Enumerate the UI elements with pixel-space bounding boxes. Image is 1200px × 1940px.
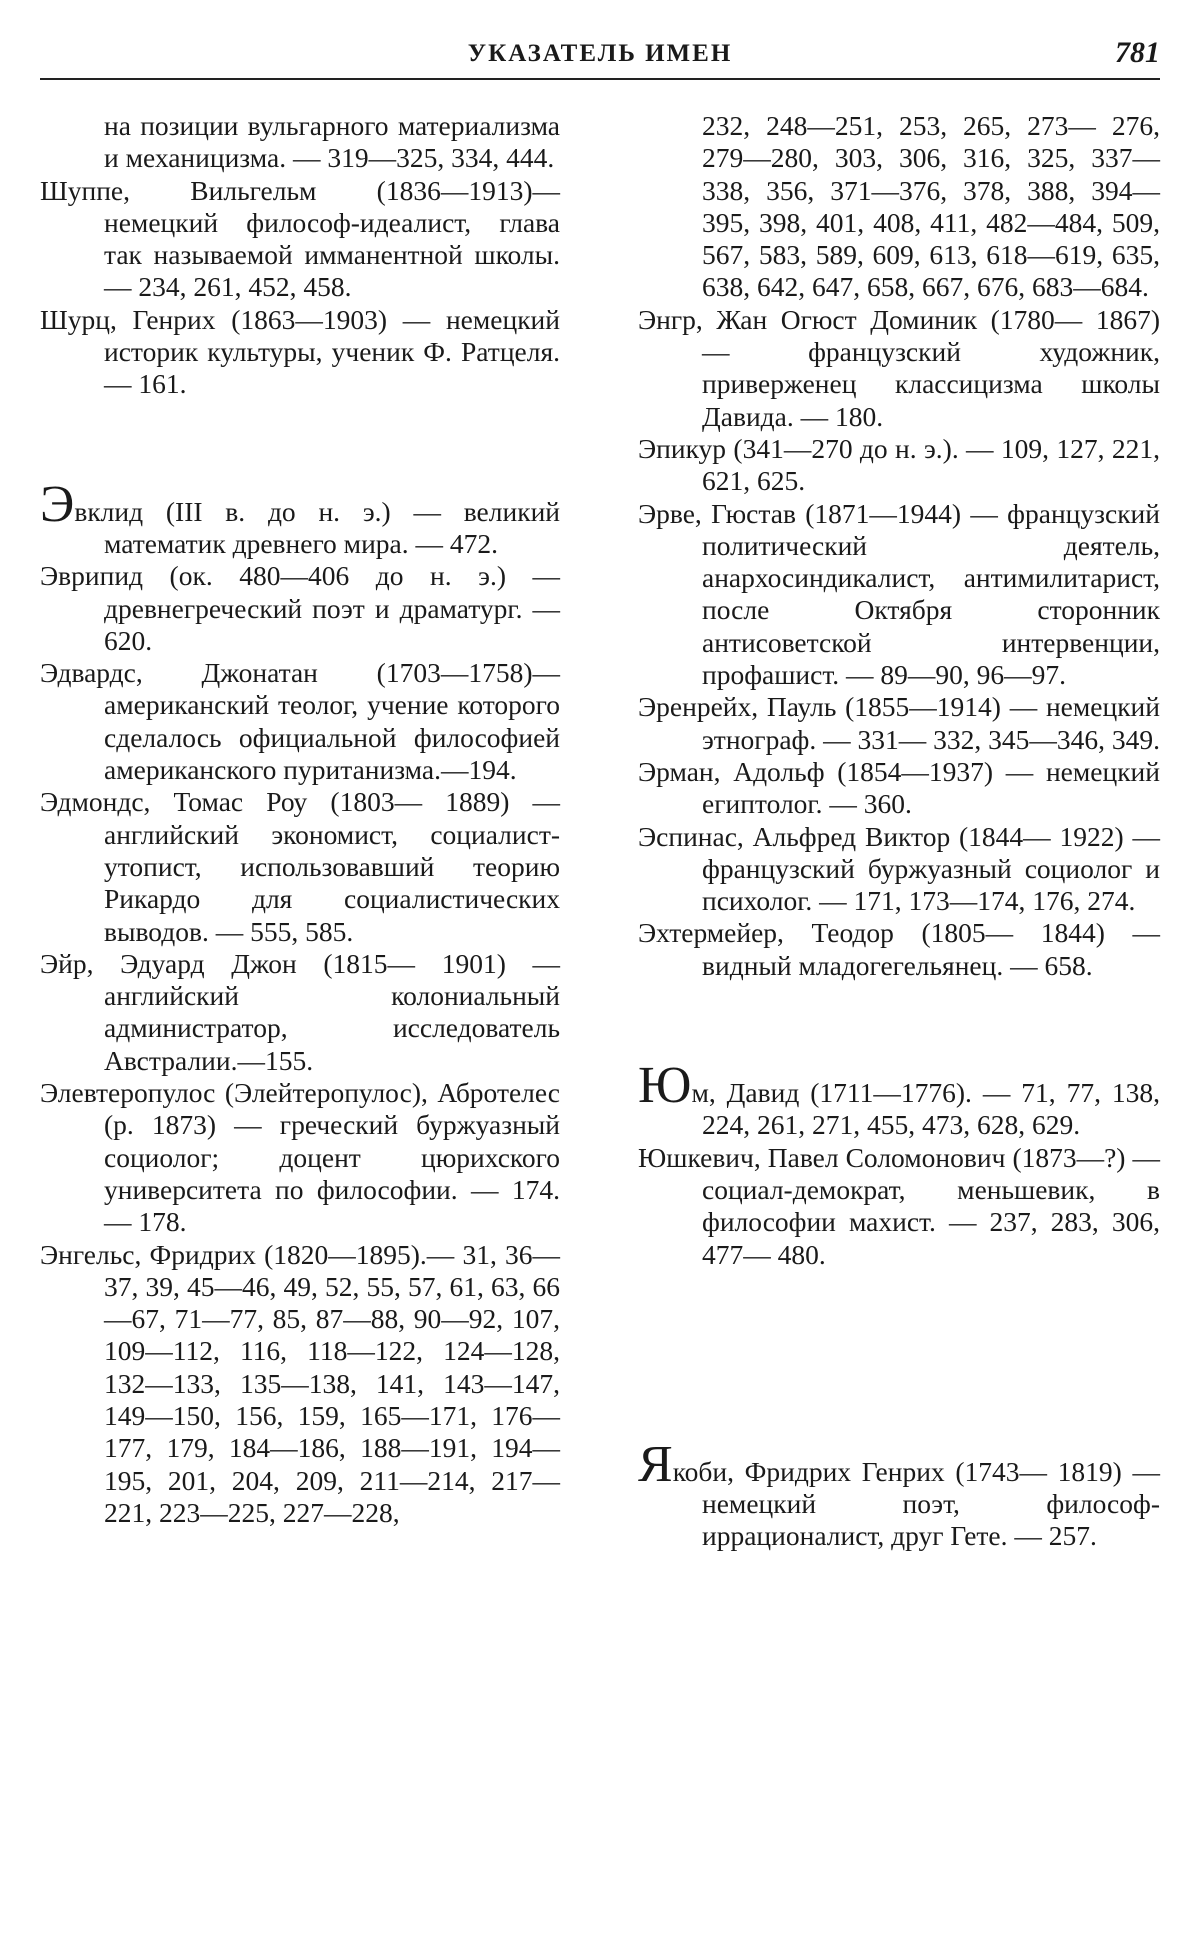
index-entry: Эренрейх, Пауль (1855—1914) — немецкий этнограф. — 331— 332, 345—346, 349. (638, 691, 1160, 755)
section-initial: Э (40, 475, 75, 533)
index-entry (40, 475, 560, 561)
left-column (40, 110, 560, 1529)
index-entry: Энгр, Жан Огюст Доминик (1780— 1867) — французский художник, приверженец классицизма школы Давида. — 180. (638, 303, 1160, 432)
section-gap (638, 1271, 1160, 1449)
section-initial: Я (638, 1435, 673, 1493)
index-entry: 232, 248—251, 253, 265, 273— 276, 279—280, 303, 306, 316, 325, 337—338, 356, 371—376, 378, 388, 394—395, 398, 401, 408, 411, 482—484, 509, 567, 583, 589, 609, 613, 618—619, 635, 638, 642, 647, 658, 667, 676, 683—684. (702, 110, 1160, 303)
index-entry: Шуппе, Вильгельм (1836—1913)— немецкий философ-идеалист, глава так называемой имманентной школы. — 234, 261, 452, 458. (40, 174, 560, 303)
index-entry: Эрве, Гюстав (1871—1944) — французский политический деятель, анархосиндикалист, антимилитарист, после Октября сторонник антисоветской интервенции, профашист. — 89—90, 96—97. (638, 497, 1160, 691)
index-entry: Эйр, Эдуард Джон (1815— 1901) — английский колониальный администратор, исследователь Австралии.—155. (40, 947, 560, 1076)
index-entry (638, 1057, 1160, 1142)
section-gap (638, 982, 1160, 1070)
index-entry (638, 1435, 1160, 1553)
index-entry: Энгельс, Фридрих (1820—1895).— 31, 36—37, 39, 45—46, 49, 52, 55, 57, 61, 63, 66—67, 71—77, 85, 87—88, 90—92, 107, 109—112, 116, 118—122, 124—128, 132—133, 135—138, 141, 143—147, 149—150, 156, 159, 165—171, 176—177, 179, 184—186, 188—191, 194—195, 201, 204, 209, 211—214, 217—221, 223—225, 227—228, (40, 1238, 560, 1528)
section-gap (40, 401, 560, 489)
index-entry-text: м, Давид (1711—1776). — 71, 77, 138, 224, 261, 271, 455, 473, 628, 629. (691, 1077, 1160, 1141)
page-number: 781 (1115, 36, 1160, 69)
index-entry: Эрман, Адольф (1854—1937) — немецкий египтолог. — 360. (638, 755, 1160, 820)
index-entry-text: коби, Фридрих Генрих (1743— 1819) — немецкий поэт, философ-иррационалист, друг Гете. — 257. (672, 1455, 1160, 1552)
header-title: УКАЗАТЕЛЬ ИМЕН (467, 40, 733, 67)
running-header (40, 34, 1160, 80)
index-entry: Эспинас, Альфред Виктор (1844— 1922) — французский буржуазный социолог и психолог. — 171, 173—174, 176, 274. (638, 820, 1160, 917)
index-entry: Эпикур (341—270 до н. э.). — 109, 127, 221, 621, 625. (638, 432, 1160, 497)
index-entry-text: вклид (III в. до н. э.) — великий математик древнего мира. — 472. (74, 495, 560, 559)
index-entry: Юшкевич, Павел Соломонович (1873—?) — социал-демократ, меньшевик, в философии махист. — 237, 283, 306, 477— 480. (638, 1141, 1160, 1270)
index-entry: Эхтермейер, Теодор (1805— 1844) — видный младогегельянец. — 658. (638, 917, 1160, 981)
index-entry: на позиции вульгарного материализма и механицизма. — 319—325, 334, 444. (104, 110, 560, 174)
index-entry: Эдмондс, Томас Роу (1803— 1889) — английский экономист, социалист-утопист, использовавший теорию Рикардо для социалистических выводов. — 555, 585. (40, 786, 560, 947)
index-entry: Эврипид (ок. 480—406 до н. э.) — древнегреческий поэт и драматург. — 620. (40, 560, 560, 656)
index-entry: Элевтеропулос (Элейтеропулос), Абротелес (р. 1873) — греческий буржуазный социолог; доцент цюрихского университета по философии. — 174.— 178. (40, 1077, 560, 1238)
right-column (638, 110, 1160, 1553)
index-entry: Шурц, Генрих (1863—1903) — немецкий историк культуры, ученик Ф. Ратцеля. — 161. (40, 303, 560, 400)
section-initial: Ю (638, 1057, 692, 1115)
index-entry: Эдвардс, Джонатан (1703—1758)— американский теолог, учение которого сделалось официальной философией американского пуританизма.—194. (40, 657, 560, 786)
